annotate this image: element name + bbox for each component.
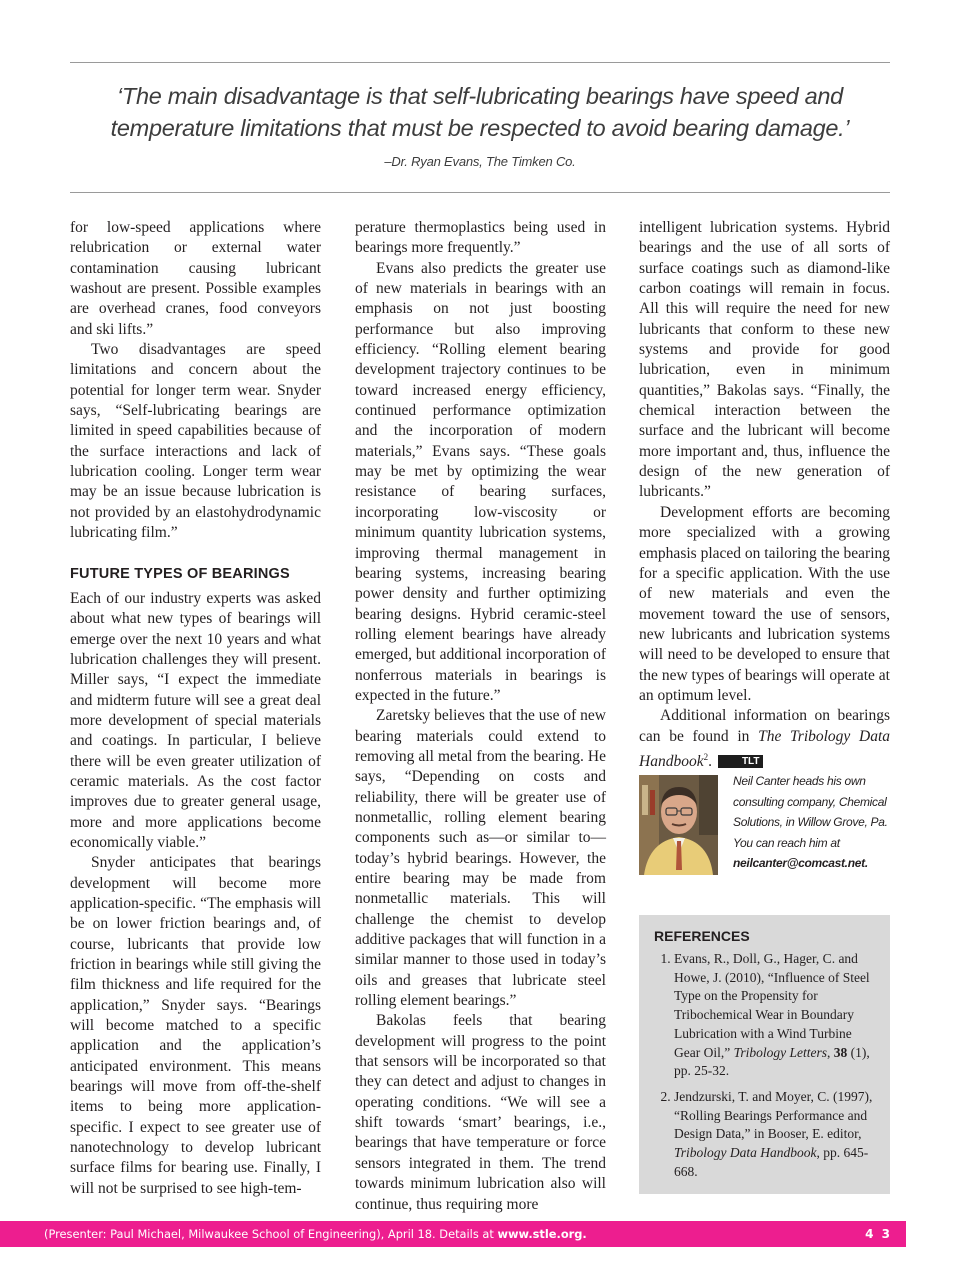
column-2 [355, 218, 606, 1215]
book-title: The Tribology Data Handbook [639, 727, 890, 771]
journal-title: Tribology Letters [733, 1044, 827, 1060]
author-email-link[interactable]: neilcanter@comcast.net. [733, 856, 868, 870]
page-number: 4 3 [865, 1227, 892, 1241]
author-photo [639, 775, 718, 875]
volume: 38 [833, 1044, 848, 1060]
paragraph: Snyder anticipates that bearings development will become more application-specific. “The emphasis will be on lower friction bearings and, of course, lubricants that provide low friction in bearings while still giving the film thickness and life required for the application,” Snyder says. “Bearings will become matched to a specific application and the application’s anticipated environment. This means bearings will move from off-the-shelf items to being more application-specific. I expect to see greater use of nanotechnology to develop lubricant surface films for bearing use. Finally, I will not be surprised to see high-tem- [70, 854, 321, 1197]
footer-link[interactable]: www.stle.org. [497, 1227, 587, 1241]
paragraph-closing [639, 706, 890, 772]
paragraph: Bakolas feels that bearing development will progress to the point that sensors will be incorporated so that they can detect and adjust to changes in operating conditions. “We will see a shift towards ‘smart’ bearings, i.e., bearings that have temperature or force sensors integrated in them. The trend towards minimum lubrication also will continue, thus requiring more [355, 1012, 606, 1213]
text: Evans, R., Doll, G., Hager, C. and Howe, J. (2010), “Influence of Steel Type on the Propensity for Tribochemical Wear in Boundary Lubrication with a Wind Turbine Gear Oil,” [674, 951, 870, 1060]
book-title: Tribology Data Handbook [674, 1145, 817, 1161]
footer-bar [0, 1221, 906, 1247]
paragraph: Two disadvantages are speed limitations and concern about the potential for longer term wear. Snyder says, “Self-lubricating bearings are limited in speed capabilities because of the surface interactions and lack of lubrication cooling. Longer term wear may be an issue because lubrication is not provided by an elastohydrodynamic lubricating film.” [70, 341, 321, 542]
text: Additional information on bearings can be found in [639, 707, 890, 745]
paragraph: Zaretsky believes that the use of new bearing materials could extend to removing all metal from the bearing. He says, “Depending on costs and reliability, there will be greater use of nonmetallic, rolling element bearing components such as—or similar to—today’s hybrid bearings. However, the entire bearing may be made from nonmetallic materials. This will challenge the chemist to develop additive packages that will function in a similar manner to those used in today’s oils and greases that lubricate steel rolling element bearings.” [355, 707, 606, 1010]
pull-quote-line-1: ‘The main disadvantage is that self-lubricating bearings have speed and [117, 83, 843, 109]
top-rule [70, 62, 890, 63]
column-1 [70, 218, 321, 1199]
paragraph: for low-speed applications where relubrication or external water contamination causing lubricant washout are present. Possible examples are overhead cranes, food conveyors and ski lifts.” [70, 219, 321, 338]
text: . [708, 753, 712, 771]
pull-quote [70, 80, 890, 169]
bio-line: You can reach him at [733, 835, 840, 850]
reference-item [674, 1088, 880, 1182]
paragraph: perature thermoplastics being used in bearings more frequently.” [355, 219, 606, 257]
references-box [639, 915, 890, 1194]
tlt-end-mark: TLT [718, 755, 763, 768]
footer-presenter: (Presenter: Paul Michael, Milwaukee School of Engineering), April 18. Details at [44, 1227, 498, 1241]
pull-quote-bottom-rule [70, 192, 890, 193]
paragraph: Each of our industry experts was asked about what new types of bearings will emerge over the next 10 years and what lubrication challenges they will present. Miller says, “I expect the immediate and midterm future will see a great deal more development of special materials and coatings. In particular, I believe there will be even greater utilization of ceramic materials. As the cost factor improves due to greater general usage, more and more applications become economically viable.” [70, 589, 321, 851]
reference-superscript: 2 [703, 751, 709, 762]
pull-quote-attribution: –Dr. Ryan Evans, The Timken Co. [384, 154, 576, 169]
references-list [639, 950, 890, 1181]
text: , [827, 1044, 834, 1060]
bio-line: Neil Canter heads his own [733, 774, 866, 788]
text: Jendzurski, T. and Moyer, C. (1997), “Rolling Bearings Performance and Design Data,” in Booser, E. editor, [674, 1088, 873, 1142]
reference-item [674, 950, 880, 1081]
references-heading: REFERENCES [654, 928, 750, 944]
paragraph: intelligent lubrication systems. Hybrid bearings and the use of all sorts of surface coatings such as diamond-like carbon coatings will remain in focus. All this will require the need for new lubricants that conform to these new systems and provide for good lubrication, even in minimum quantities,” Bakolas says. “Finally, the chemical interaction between the surface and the lubricant will become more important and, thus, influence the design of the new generation of lubricants.” [639, 219, 890, 501]
text: , pp. 645-668. [674, 1145, 869, 1179]
paragraph: Development efforts are becoming more specialized with a growing emphasis placed on tailoring the bearing for a specific application. With the use of new materials and even the movement toward the use of sensors, new lubricants and lubrication systems will need to be developed to ensure that the new types of bearings will operate at an optimum level. [639, 503, 890, 704]
section-heading: FUTURE TYPES OF BEARINGS [70, 565, 290, 582]
column-3 [639, 218, 890, 772]
text: (1), pp. 25-32. [674, 1044, 870, 1079]
pull-quote-line-2: temperature limitations that must be respected to avoid bearing damage.’ [110, 115, 850, 141]
paragraph: Evans also predicts the greater use of new materials in bearings with an emphasis on not just boosting performance but also improving efficiency. “Rolling element bearing development trajectory continues to be toward increased energy efficiency, continued performance optimization and the incorporation of modern materials,” Evans says. “These goals may be met by optimizing the wear resistance of bearing surfaces, incorporating low-viscosity or minimum quantity lubrication systems, improving thermal management in bearing systems, increasing bearing power density and further optimizing bearing designs. Hybrid ceramic-steel rolling element bearings have already emerged, but additional incorporation of nonferrous materials in bearings is expected in the future.” [355, 259, 606, 704]
author-bio [733, 771, 893, 874]
bio-line: consulting company, Chemical [733, 794, 887, 809]
footer-text [44, 1221, 587, 1247]
bio-line: Solutions, in Willow Grove, Pa. [733, 815, 888, 829]
